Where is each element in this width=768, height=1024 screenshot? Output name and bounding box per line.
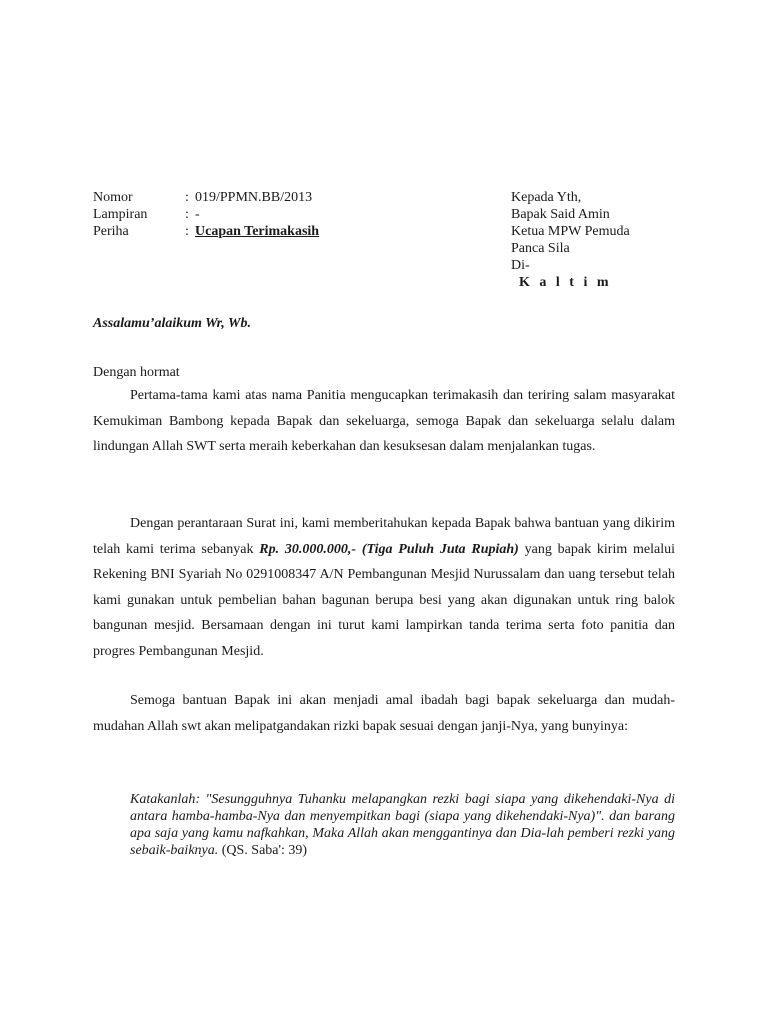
nomor-label: Nomor (93, 190, 133, 205)
quran-quote (130, 791, 675, 859)
recipient-block (511, 189, 630, 291)
letter-meta (93, 189, 319, 240)
paragraph-2-after: yang bapak kirim melalui Rekening BNI Syariah No 0291008347 A/N Pembangunan Mesjid Nurussalam dan uang tersebut telah kami gunakan untuk pembelian bahan bagunan berupa besi yang akan digunakan untuk ring balok bangunan mesjid. Bersamaan dengan ini turut kami lampirkan tanda terima serta foto panitia dan progres Pembangunan Mesjid. (93, 541, 676, 659)
perihal-separator: : (185, 224, 189, 239)
salam-greeting: Assalamu’alaikum Wr, Wb. (93, 316, 251, 331)
perihal-row (93, 223, 319, 240)
recipient-line-1: Kepada Yth, (511, 190, 582, 205)
lampiran-row (93, 206, 319, 223)
nomor-value: 019/PPMN.BB/2013 (195, 190, 313, 205)
recipient-organization: Panca Sila (511, 241, 570, 256)
perihal-label: Periha (93, 224, 129, 239)
recipient-title: Ketua MPW Pemuda (511, 224, 630, 239)
paragraph-2 (93, 511, 675, 664)
paragraph-2-before: Dengan perantaraan Surat ini, kami memberitahukan kepada Bapak bahwa bantuan yang dikirim telah kami terima sebanyak (93, 516, 675, 557)
lampiran-separator: : (185, 207, 189, 222)
lampiran-value: - (195, 207, 200, 222)
paragraph-3: Semoga bantuan Bapak ini akan menjadi amal ibadah bagi bapak sekeluarga dan mudah-mudahan Allah swt akan melipatgandakan rizki bapak sesuai dengan janji-Nya, yang bunyinya: (93, 693, 675, 734)
perihal-value: Ucapan Terimakasih (195, 224, 320, 239)
nomor-separator: : (185, 190, 189, 205)
nomor-row (93, 189, 319, 206)
paragraph-1: Pertama-tama kami atas nama Panitia mengucapkan terimakasih dan teriring salam masyarakat Kemukiman Bambong kepada Bapak dan sekeluarga, semoga Bapak dan sekeluarga selalu dalam lindungan Allah SWT serta meraih keberkahan dan kesuksesan dalam menjalankan tugas. (93, 388, 675, 454)
donation-amount: Rp. 30.000.000,- (Tiga Puluh Juta Rupiah) (259, 541, 519, 557)
lampiran-label: Lampiran (93, 207, 148, 222)
recipient-di: Di- (511, 258, 530, 273)
quote-text: Katakanlah: "Sesungguhnya Tuhanku melapangkan rezki bagi siapa yang dikehendaki-Nya di antara hamba-hamba-Nya dan menyempitkan bagi (siapa yang dikehendaki-Nya)". dan barang apa saja yang kamu nafkahkan, Maka Allah akan menggantinya dan Dia-lah pemberi rezki yang sebaik-baiknya. (130, 792, 675, 858)
hormat-greeting: Dengan hormat (93, 365, 180, 380)
recipient-city: K a l t i m (519, 275, 612, 290)
recipient-name: Bapak Said Amin (511, 207, 610, 222)
quote-reference: (QS. Saba': 39) (221, 843, 308, 858)
